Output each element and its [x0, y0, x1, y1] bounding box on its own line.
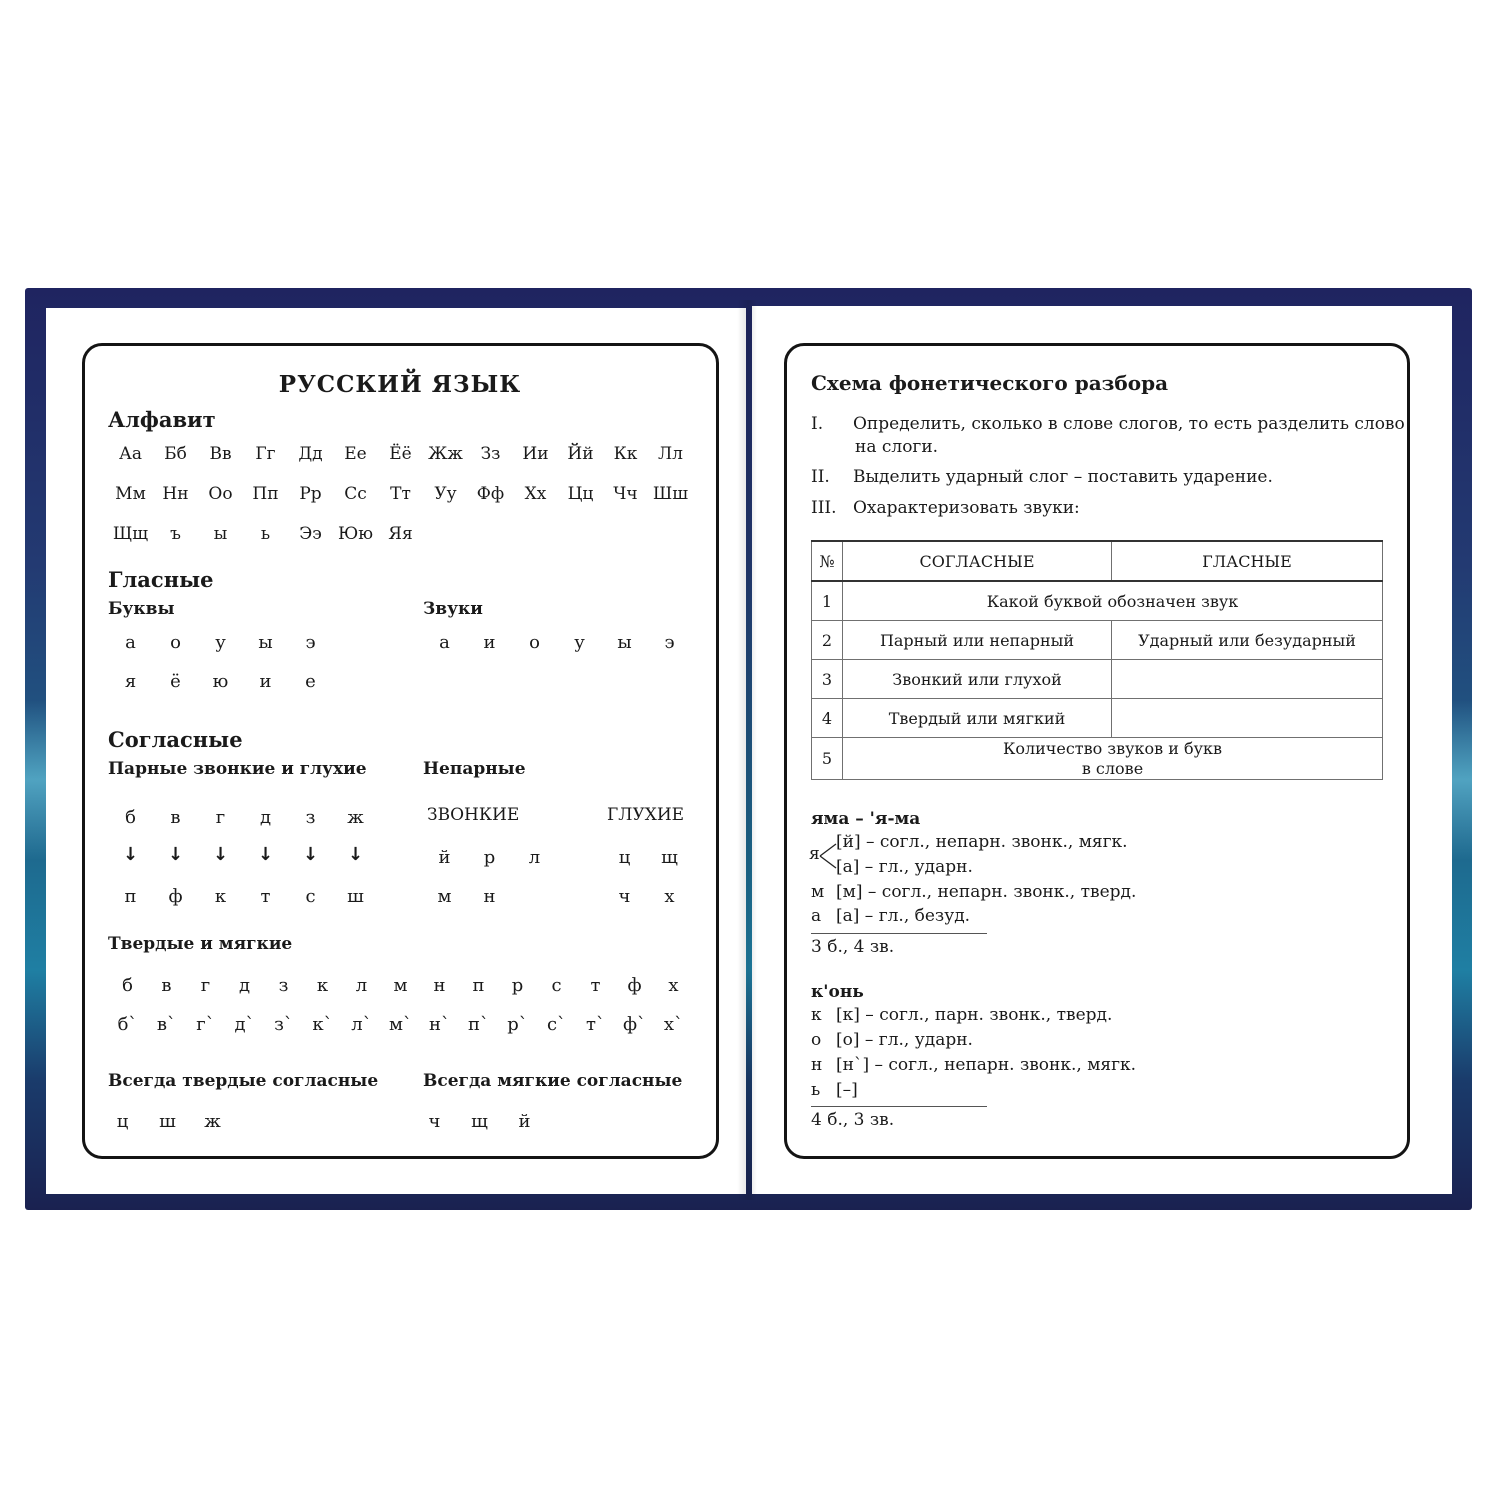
- table-cell-num: 4: [812, 699, 843, 738]
- alphabet-letter: Цц: [567, 484, 594, 504]
- cover-decoration: [1452, 700, 1472, 860]
- alphabet-letter: Зз: [480, 444, 501, 464]
- consonant-letter: ж: [347, 807, 364, 828]
- hard-consonant: м: [393, 975, 408, 996]
- soft-consonant: х`: [663, 1014, 684, 1035]
- soft-consonant: с`: [546, 1014, 567, 1035]
- hard-consonant: в: [161, 975, 172, 996]
- consonants-heading: Согласные: [108, 727, 243, 752]
- alphabet-letter: Фф: [476, 484, 505, 504]
- table-row: [812, 621, 1383, 660]
- alphabet-letter: Вв: [209, 444, 232, 464]
- always-hard-heading: Всегда твердые согласные: [108, 1071, 379, 1091]
- example-letter: ь: [811, 1080, 821, 1100]
- alphabet-letter: Тт: [390, 484, 411, 504]
- example-letter: я: [809, 844, 820, 864]
- consonant-letter: й: [438, 847, 451, 868]
- table-cell: Звонкий или глухой: [843, 660, 1112, 699]
- soft-consonant: з`: [274, 1014, 293, 1035]
- consonant-letter: с: [305, 886, 316, 907]
- example-letter: а: [811, 906, 822, 926]
- paired-consonants-heading: Парные звонкие и глухие: [108, 759, 367, 779]
- example-total: 3 б., 4 зв.: [811, 937, 895, 957]
- table-cell: Ударный или безударный: [1112, 621, 1383, 660]
- vowel-letter: я: [124, 671, 137, 692]
- consonant-letter: л: [528, 847, 541, 868]
- alphabet-letter: ъ: [170, 524, 181, 544]
- soft-consonant: б`: [117, 1014, 138, 1035]
- vowel-sound: у: [574, 632, 585, 653]
- hard-consonant: п: [472, 975, 485, 996]
- example-sound: [к] – согл., парн. звонк., тверд.: [836, 1005, 1113, 1025]
- hard-consonant: д: [238, 975, 251, 996]
- alphabet-letter: Лл: [658, 444, 683, 464]
- example-word: к'онь: [811, 982, 864, 1002]
- alphabet-letter: Рр: [299, 484, 322, 504]
- vowel-letter: э: [305, 632, 316, 653]
- hard-consonant: б: [122, 975, 133, 996]
- voiced-label: ЗВОНКИЕ: [427, 805, 520, 825]
- alphabet-letter: Аа: [118, 444, 142, 464]
- alphabet-letter: Ёё: [389, 444, 412, 464]
- consonant-letter: д: [259, 807, 272, 828]
- down-arrow-icon: ↓: [302, 844, 319, 865]
- paired-voiced-row: [108, 807, 378, 828]
- always-soft-row: [412, 1111, 547, 1132]
- alphabet-letter: Яя: [388, 524, 413, 544]
- alphabet-letter: Гг: [255, 444, 276, 464]
- step-text: Выделить ударный слог – поставить ударение.: [853, 467, 1273, 487]
- example-sound: [й] – согл., непарн. звонк., мягк.: [836, 832, 1128, 852]
- table-row: [812, 699, 1383, 738]
- step-number: III.: [811, 498, 837, 518]
- example-sound: [о] – гл., ударн.: [836, 1030, 973, 1050]
- arrow-row: [108, 844, 378, 865]
- unpaired-voiceless-row: [602, 847, 692, 868]
- table-cell: [1112, 699, 1383, 738]
- down-arrow-icon: ↓: [257, 844, 274, 865]
- alphabet-letter: Ее: [344, 444, 367, 464]
- paired-voiceless-row: [108, 886, 378, 907]
- phonetic-table: [811, 540, 1383, 780]
- alphabet-letter: Бб: [164, 444, 187, 464]
- branch-lines: [818, 840, 838, 874]
- vowel-letter: ё: [170, 671, 181, 692]
- hard-consonant: к: [316, 975, 329, 996]
- down-arrow-icon: ↓: [212, 844, 229, 865]
- consonant-letter: ц: [618, 847, 631, 868]
- soft-consonant: г`: [196, 1014, 215, 1035]
- table-cell-line: в слове: [1081, 758, 1144, 778]
- consonant-letter: ч: [428, 1111, 441, 1132]
- hard-consonant: г: [200, 975, 211, 996]
- divider: [811, 933, 987, 934]
- example-sound: [м] – согл., непарн. звонк., тверд.: [836, 882, 1137, 902]
- alphabet-letter: Юю: [337, 524, 374, 544]
- vowel-letter: а: [125, 632, 136, 653]
- vowel-letter: е: [305, 671, 316, 692]
- hard-consonant: р: [511, 975, 524, 996]
- example-letter: н: [811, 1055, 823, 1075]
- table-header-vowels: ГЛАСНЫЕ: [1112, 541, 1383, 581]
- alphabet-grid: [108, 444, 693, 564]
- alphabet-letter: Йй: [567, 444, 594, 464]
- down-arrow-icon: ↓: [122, 844, 139, 865]
- example-sound: [а] – гл., безуд.: [836, 906, 971, 926]
- vowel-sound: и: [483, 632, 496, 653]
- consonant-letter: п: [124, 886, 137, 907]
- consonant-letter: в: [170, 807, 181, 828]
- phonetic-analysis-title: Схема фонетического разбора: [811, 371, 1169, 395]
- table-cell: Парный или непарный: [843, 621, 1112, 660]
- table-cell-num: 2: [812, 621, 843, 660]
- vowel-sound: о: [529, 632, 540, 653]
- down-arrow-icon: ↓: [347, 844, 364, 865]
- hard-consonants-row: [108, 975, 693, 996]
- vowel-sound: э: [664, 632, 675, 653]
- soft-consonant: п`: [468, 1014, 489, 1035]
- consonant-letter: б: [125, 807, 136, 828]
- hard-consonant: с: [551, 975, 562, 996]
- vowel-sounds-heading: Звуки: [423, 599, 483, 619]
- vowel-letter: о: [170, 632, 181, 653]
- always-hard-row: [100, 1111, 235, 1132]
- table-cell: Твердый или мягкий: [843, 699, 1112, 738]
- alphabet-letter: Ии: [522, 444, 549, 464]
- vowel-sound: а: [439, 632, 450, 653]
- consonant-letter: щ: [661, 847, 678, 868]
- hard-consonant: з: [278, 975, 289, 996]
- vowel-letter: и: [259, 671, 272, 692]
- soft-consonant: д`: [234, 1014, 255, 1035]
- consonant-letter: ч: [618, 886, 631, 907]
- vowel-letter: ы: [258, 632, 273, 653]
- alphabet-letter: ь: [260, 524, 271, 544]
- consonant-letter: р: [483, 847, 496, 868]
- consonant-letter: ш: [347, 886, 364, 907]
- unpaired-voiced-row: [422, 847, 557, 868]
- table-cell-num: 3: [812, 660, 843, 699]
- vowel-letters-heading: Буквы: [108, 599, 175, 619]
- page-title: РУССКИЙ ЯЗЫК: [278, 371, 522, 398]
- vowels-heading: Гласные: [108, 567, 214, 592]
- hard-consonant: т: [590, 975, 601, 996]
- soft-consonant: в`: [156, 1014, 177, 1035]
- table-row: [812, 581, 1383, 621]
- soft-consonant: ф`: [622, 1014, 647, 1035]
- soft-consonant: л`: [351, 1014, 372, 1035]
- hard-consonant: л: [355, 975, 368, 996]
- step-text: на слоги.: [855, 437, 939, 457]
- hard-consonant: н: [433, 975, 446, 996]
- consonant-letter: щ: [471, 1111, 488, 1132]
- example-letter: о: [811, 1030, 822, 1050]
- soft-consonant: н`: [429, 1014, 450, 1035]
- consonant-letter: ж: [204, 1111, 221, 1132]
- alphabet-letter: Уу: [434, 484, 457, 504]
- consonant-letter: г: [215, 807, 226, 828]
- vowel-letters-row: [108, 671, 333, 692]
- alphabet-letter: Пп: [252, 484, 279, 504]
- vowel-letters-row: [108, 632, 333, 653]
- table-cell: [843, 738, 1383, 780]
- example-sound: [а] – гл., ударн.: [836, 857, 973, 877]
- alphabet-letter: Мм: [115, 484, 146, 504]
- example-total: 4 б., 3 зв.: [811, 1110, 895, 1130]
- example-letter: к: [811, 1005, 822, 1025]
- hard-consonant: ф: [627, 975, 642, 996]
- table-cell: [1112, 660, 1383, 699]
- voiceless-label: ГЛУХИЕ: [607, 805, 685, 825]
- always-soft-heading: Всегда мягкие согласные: [423, 1071, 683, 1091]
- alphabet-letter: Дд: [298, 444, 323, 464]
- alphabet-letter: Хх: [524, 484, 547, 504]
- vowel-letter: ю: [212, 671, 229, 692]
- alphabet-letter: Жж: [428, 444, 463, 464]
- table-cell: Какой буквой обозначен звук: [843, 581, 1383, 621]
- alphabet-letter: Ээ: [299, 524, 322, 544]
- step-number: II.: [811, 467, 830, 487]
- alphabet-letter: Оо: [208, 484, 233, 504]
- unpaired-voiced-row: [422, 886, 512, 907]
- consonant-letter: й: [518, 1111, 531, 1132]
- book-spine: [737, 300, 757, 1200]
- soft-consonant: м`: [388, 1014, 412, 1035]
- alphabet-letter: Сс: [344, 484, 367, 504]
- unpaired-consonants-heading: Непарные: [423, 759, 526, 779]
- alphabet-letter: Шш: [652, 484, 689, 504]
- soft-consonant: т`: [586, 1014, 605, 1035]
- alphabet-letter: Нн: [162, 484, 189, 504]
- vowel-sounds-row: [422, 632, 692, 653]
- consonant-letter: м: [437, 886, 452, 907]
- example-sound: [н`] – согл., непарн. звонк., мягк.: [836, 1055, 1137, 1075]
- consonant-letter: ц: [116, 1111, 129, 1132]
- hard-soft-heading: Твердые и мягкие: [108, 934, 293, 954]
- table-cell-num: 5: [812, 738, 843, 780]
- alphabet-letter: Кк: [613, 444, 638, 464]
- step-text: Определить, сколько в слове слогов, то есть разделить слово: [853, 414, 1405, 434]
- table-row: [812, 738, 1383, 780]
- soft-consonant: р`: [507, 1014, 528, 1035]
- hard-consonant: х: [668, 975, 679, 996]
- table-header-num: №: [812, 541, 843, 581]
- divider: [811, 1106, 987, 1107]
- example-sound: [–]: [836, 1080, 858, 1100]
- table-header-consonants: СОГЛАСНЫЕ: [843, 541, 1112, 581]
- consonant-letter: ш: [159, 1111, 176, 1132]
- down-arrow-icon: ↓: [167, 844, 184, 865]
- unpaired-voiceless-row: [602, 886, 692, 907]
- consonant-letter: з: [305, 807, 316, 828]
- consonant-letter: х: [664, 886, 675, 907]
- step-text: Охарактеризовать звуки:: [853, 498, 1080, 518]
- consonant-letter: к: [214, 886, 227, 907]
- example-word: яма – 'я-ма: [811, 809, 921, 829]
- step-number: I.: [811, 414, 824, 434]
- alphabet-letter: ы: [213, 524, 228, 544]
- vowel-sound: ы: [617, 632, 632, 653]
- consonant-letter: ф: [168, 886, 183, 907]
- soft-consonants-row: [108, 1014, 693, 1035]
- example-letter: м: [811, 882, 825, 902]
- consonant-letter: т: [260, 886, 271, 907]
- alphabet-letter: Чч: [613, 484, 638, 504]
- consonant-letter: н: [483, 886, 496, 907]
- table-cell-num: 1: [812, 581, 843, 621]
- table-cell-line: Количество звуков и букв: [1002, 738, 1223, 758]
- table-header-row: [812, 541, 1383, 581]
- vowel-letter: у: [215, 632, 226, 653]
- cover-decoration: [25, 700, 47, 860]
- alphabet-heading: Алфавит: [108, 407, 216, 432]
- table-row: [812, 660, 1383, 699]
- soft-consonant: к`: [312, 1014, 333, 1035]
- alphabet-letter: Щщ: [112, 524, 149, 544]
